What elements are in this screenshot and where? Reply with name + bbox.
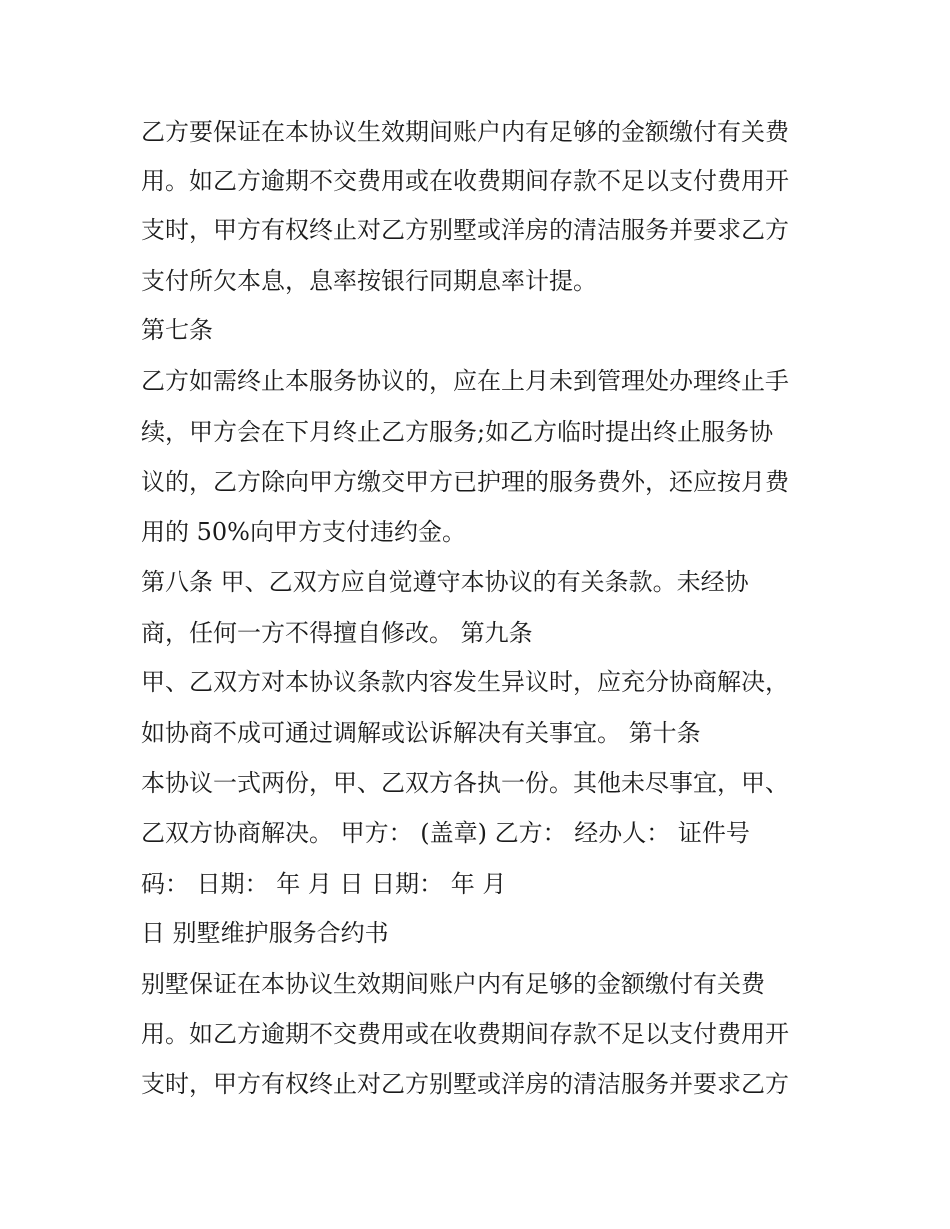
text-line: 如协商不成可通过调解或讼诉解决有关事宜。 第十条 xyxy=(141,719,701,747)
text-line: 支付所欠本息，息率按银行同期息率计提。 xyxy=(141,267,597,295)
text-line: 本协议一式两份，甲、乙双方各执一份。其他未尽事宜，甲、 xyxy=(141,769,789,797)
text-line: 日 别墅维护服务合约书 xyxy=(141,919,389,947)
text-line: 乙方要保证在本协议生效期间账户内有足够的金额缴付有关费 xyxy=(141,118,789,146)
text-line: 续，甲方会在下月终止乙方服务;如乙方临时提出终止服务协 xyxy=(141,418,774,446)
section-heading: 第七条 xyxy=(141,316,213,344)
text-line: 码： 日期： 年 月 日 日期： 年 月 xyxy=(141,870,507,898)
text-line: 别墅保证在本协议生效期间账户内有足够的金额缴付有关费 xyxy=(141,970,765,998)
text-line: 乙方如需终止本服务协议的，应在上月未到管理处办理终止手 xyxy=(141,367,789,395)
text-line: 第八条 甲、乙双方应自觉遵守本协议的有关条款。未经协 xyxy=(141,568,749,596)
text-line: 议的，乙方除向甲方缴交甲方已护理的服务费外，还应按月费 xyxy=(141,468,789,496)
text-line: 甲、乙双方对本协议条款内容发生异议时，应充分协商解决， xyxy=(141,668,789,696)
text-line: 乙双方协商解决。 甲方： (盖章) 乙方： 经办人： 证件号 xyxy=(141,819,750,847)
text-line: 用的 50%向甲方支付违约金。 xyxy=(141,518,466,546)
text-line: 用。如乙方逾期不交费用或在收费期间存款不足以支付费用开 xyxy=(141,167,789,195)
text-line: 商，任何一方不得擅自修改。 第九条 xyxy=(141,619,533,647)
text-line: 用。如乙方逾期不交费用或在收费期间存款不足以支付费用开 xyxy=(141,1020,789,1048)
text-line: 支时，甲方有权终止对乙方别墅或洋房的清洁服务并要求乙方 xyxy=(141,1070,789,1098)
text-line: 支时，甲方有权终止对乙方别墅或洋房的清洁服务并要求乙方 xyxy=(141,216,789,244)
